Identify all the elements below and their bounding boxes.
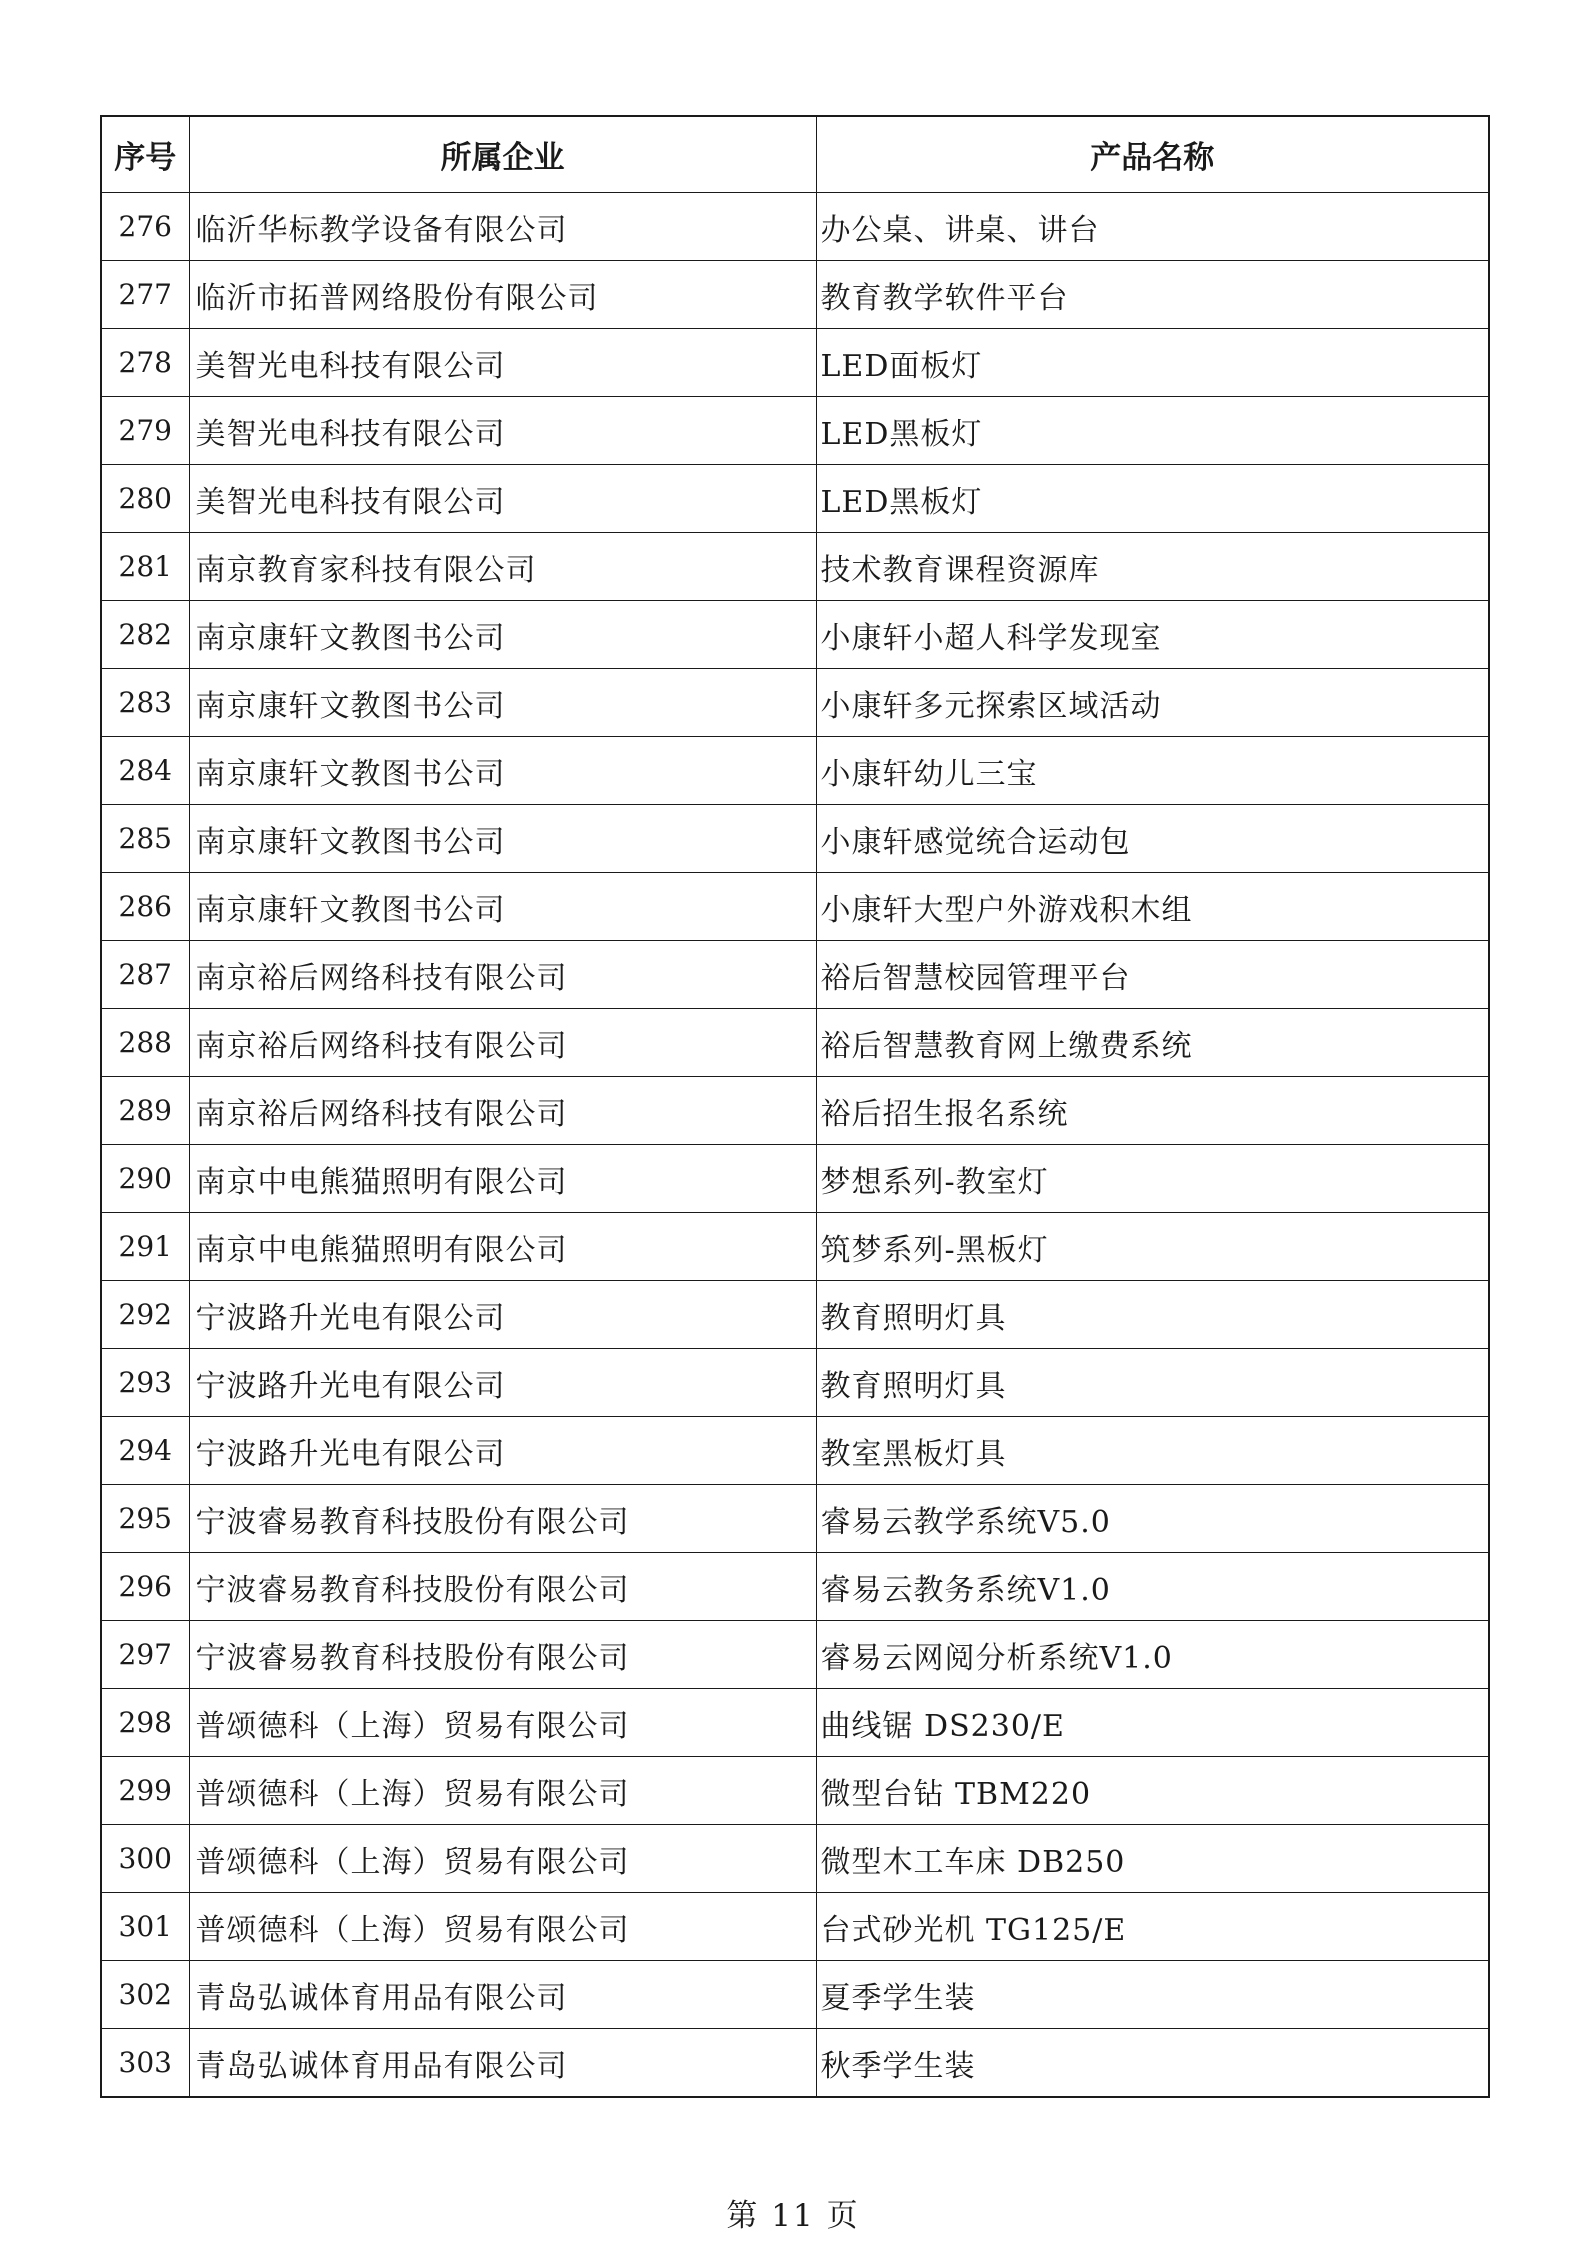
company-cell: 南京康轩文教图书公司 <box>189 601 816 669</box>
company-cell: 南京康轩文教图书公司 <box>189 737 816 805</box>
product-list-table <box>100 115 1490 2098</box>
product-cell: 裕后智慧校园管理平台 <box>816 941 1489 1009</box>
row-number-cell: 294 <box>101 1417 189 1485</box>
product-cell: 教育照明灯具 <box>816 1281 1489 1349</box>
product-cell: 梦想系列-教室灯 <box>816 1145 1489 1213</box>
product-cell: 筑梦系列-黑板灯 <box>816 1213 1489 1281</box>
table-row <box>101 1485 1489 1553</box>
company-cell: 普颂德科（上海）贸易有限公司 <box>189 1825 816 1893</box>
table-row <box>101 1757 1489 1825</box>
company-cell: 宁波睿易教育科技股份有限公司 <box>189 1621 816 1689</box>
product-cell: 小康轩小超人科学发现室 <box>816 601 1489 669</box>
company-cell: 南京中电熊猫照明有限公司 <box>189 1145 816 1213</box>
table-row <box>101 1281 1489 1349</box>
product-cell: LED面板灯 <box>816 329 1489 397</box>
row-number-cell: 285 <box>101 805 189 873</box>
company-cell: 青岛弘诚体育用品有限公司 <box>189 1961 816 2029</box>
product-cell: 睿易云教务系统V1.0 <box>816 1553 1489 1621</box>
product-cell: 睿易云教学系统V5.0 <box>816 1485 1489 1553</box>
table-body <box>101 193 1489 2098</box>
product-cell: 小康轩多元探索区域活动 <box>816 669 1489 737</box>
company-cell: 宁波路升光电有限公司 <box>189 1281 816 1349</box>
company-cell: 普颂德科（上海）贸易有限公司 <box>189 1893 816 1961</box>
table-row <box>101 1077 1489 1145</box>
table-row <box>101 1621 1489 1689</box>
row-number-cell: 277 <box>101 261 189 329</box>
company-cell: 美智光电科技有限公司 <box>189 397 816 465</box>
table-row <box>101 805 1489 873</box>
table-row <box>101 329 1489 397</box>
table-row <box>101 465 1489 533</box>
table-row <box>101 1213 1489 1281</box>
row-number-cell: 301 <box>101 1893 189 1961</box>
table-row <box>101 193 1489 261</box>
table-row <box>101 1349 1489 1417</box>
product-cell: 睿易云网阅分析系统V1.0 <box>816 1621 1489 1689</box>
header-company: 所属企业 <box>189 116 816 193</box>
company-cell: 宁波路升光电有限公司 <box>189 1349 816 1417</box>
row-number-cell: 299 <box>101 1757 189 1825</box>
table-row <box>101 261 1489 329</box>
row-number-cell: 281 <box>101 533 189 601</box>
row-number-cell: 292 <box>101 1281 189 1349</box>
header-product: 产品名称 <box>816 116 1489 193</box>
company-cell: 普颂德科（上海）贸易有限公司 <box>189 1757 816 1825</box>
company-cell: 南京教育家科技有限公司 <box>189 533 816 601</box>
product-cell: LED黑板灯 <box>816 465 1489 533</box>
row-number-cell: 286 <box>101 873 189 941</box>
company-cell: 南京康轩文教图书公司 <box>189 669 816 737</box>
row-number-cell: 283 <box>101 669 189 737</box>
row-number-cell: 290 <box>101 1145 189 1213</box>
table-row <box>101 873 1489 941</box>
table-row <box>101 533 1489 601</box>
product-cell: 小康轩幼儿三宝 <box>816 737 1489 805</box>
row-number-cell: 280 <box>101 465 189 533</box>
company-cell: 美智光电科技有限公司 <box>189 329 816 397</box>
product-cell: 秋季学生装 <box>816 2029 1489 2098</box>
product-cell: 裕后智慧教育网上缴费系统 <box>816 1009 1489 1077</box>
page-number: 第 11 页 <box>726 2198 860 2234</box>
product-cell: 办公桌、讲桌、讲台 <box>816 193 1489 261</box>
company-cell: 美智光电科技有限公司 <box>189 465 816 533</box>
row-number-cell: 303 <box>101 2029 189 2098</box>
table-row <box>101 669 1489 737</box>
company-cell: 青岛弘诚体育用品有限公司 <box>189 2029 816 2098</box>
table-row <box>101 2029 1489 2098</box>
product-cell: 小康轩大型户外游戏积木组 <box>816 873 1489 941</box>
row-number-cell: 278 <box>101 329 189 397</box>
table-row <box>101 397 1489 465</box>
row-number-cell: 284 <box>101 737 189 805</box>
company-cell: 宁波路升光电有限公司 <box>189 1417 816 1485</box>
company-cell: 宁波睿易教育科技股份有限公司 <box>189 1485 816 1553</box>
company-cell: 南京康轩文教图书公司 <box>189 873 816 941</box>
row-number-cell: 291 <box>101 1213 189 1281</box>
product-cell: 教育教学软件平台 <box>816 261 1489 329</box>
row-number-cell: 289 <box>101 1077 189 1145</box>
product-cell: 教育照明灯具 <box>816 1349 1489 1417</box>
table-row <box>101 1825 1489 1893</box>
company-cell: 普颂德科（上海）贸易有限公司 <box>189 1689 816 1757</box>
table-row <box>101 601 1489 669</box>
row-number-cell: 293 <box>101 1349 189 1417</box>
table-row <box>101 941 1489 1009</box>
table-row <box>101 1689 1489 1757</box>
product-cell: 教室黑板灯具 <box>816 1417 1489 1485</box>
product-cell: 微型台钻 TBM220 <box>816 1757 1489 1825</box>
product-cell: 夏季学生装 <box>816 1961 1489 2029</box>
product-cell: LED黑板灯 <box>816 397 1489 465</box>
table-row <box>101 1961 1489 2029</box>
table-row <box>101 1145 1489 1213</box>
row-number-cell: 282 <box>101 601 189 669</box>
row-number-cell: 300 <box>101 1825 189 1893</box>
row-number-cell: 297 <box>101 1621 189 1689</box>
company-cell: 临沂华标教学设备有限公司 <box>189 193 816 261</box>
row-number-cell: 279 <box>101 397 189 465</box>
table-row <box>101 1893 1489 1961</box>
row-number-cell: 298 <box>101 1689 189 1757</box>
company-cell: 宁波睿易教育科技股份有限公司 <box>189 1553 816 1621</box>
row-number-cell: 288 <box>101 1009 189 1077</box>
row-number-cell: 295 <box>101 1485 189 1553</box>
table-row <box>101 1417 1489 1485</box>
table-row <box>101 1553 1489 1621</box>
product-cell: 微型木工车床 DB250 <box>816 1825 1489 1893</box>
company-cell: 南京中电熊猫照明有限公司 <box>189 1213 816 1281</box>
company-cell: 临沂市拓普网络股份有限公司 <box>189 261 816 329</box>
company-cell: 南京康轩文教图书公司 <box>189 805 816 873</box>
row-number-cell: 296 <box>101 1553 189 1621</box>
row-number-cell: 276 <box>101 193 189 261</box>
product-cell: 小康轩感觉统合运动包 <box>816 805 1489 873</box>
product-cell: 曲线锯 DS230/E <box>816 1689 1489 1757</box>
header-number: 序号 <box>101 116 189 193</box>
product-cell: 裕后招生报名系统 <box>816 1077 1489 1145</box>
company-cell: 南京裕后网络科技有限公司 <box>189 1009 816 1077</box>
company-cell: 南京裕后网络科技有限公司 <box>189 1077 816 1145</box>
row-number-cell: 302 <box>101 1961 189 2029</box>
product-cell: 技术教育课程资源库 <box>816 533 1489 601</box>
table-header-row <box>101 116 1489 193</box>
product-cell: 台式砂光机 TG125/E <box>816 1893 1489 1961</box>
table-row <box>101 1009 1489 1077</box>
company-cell: 南京裕后网络科技有限公司 <box>189 941 816 1009</box>
table-row <box>101 737 1489 805</box>
row-number-cell: 287 <box>101 941 189 1009</box>
